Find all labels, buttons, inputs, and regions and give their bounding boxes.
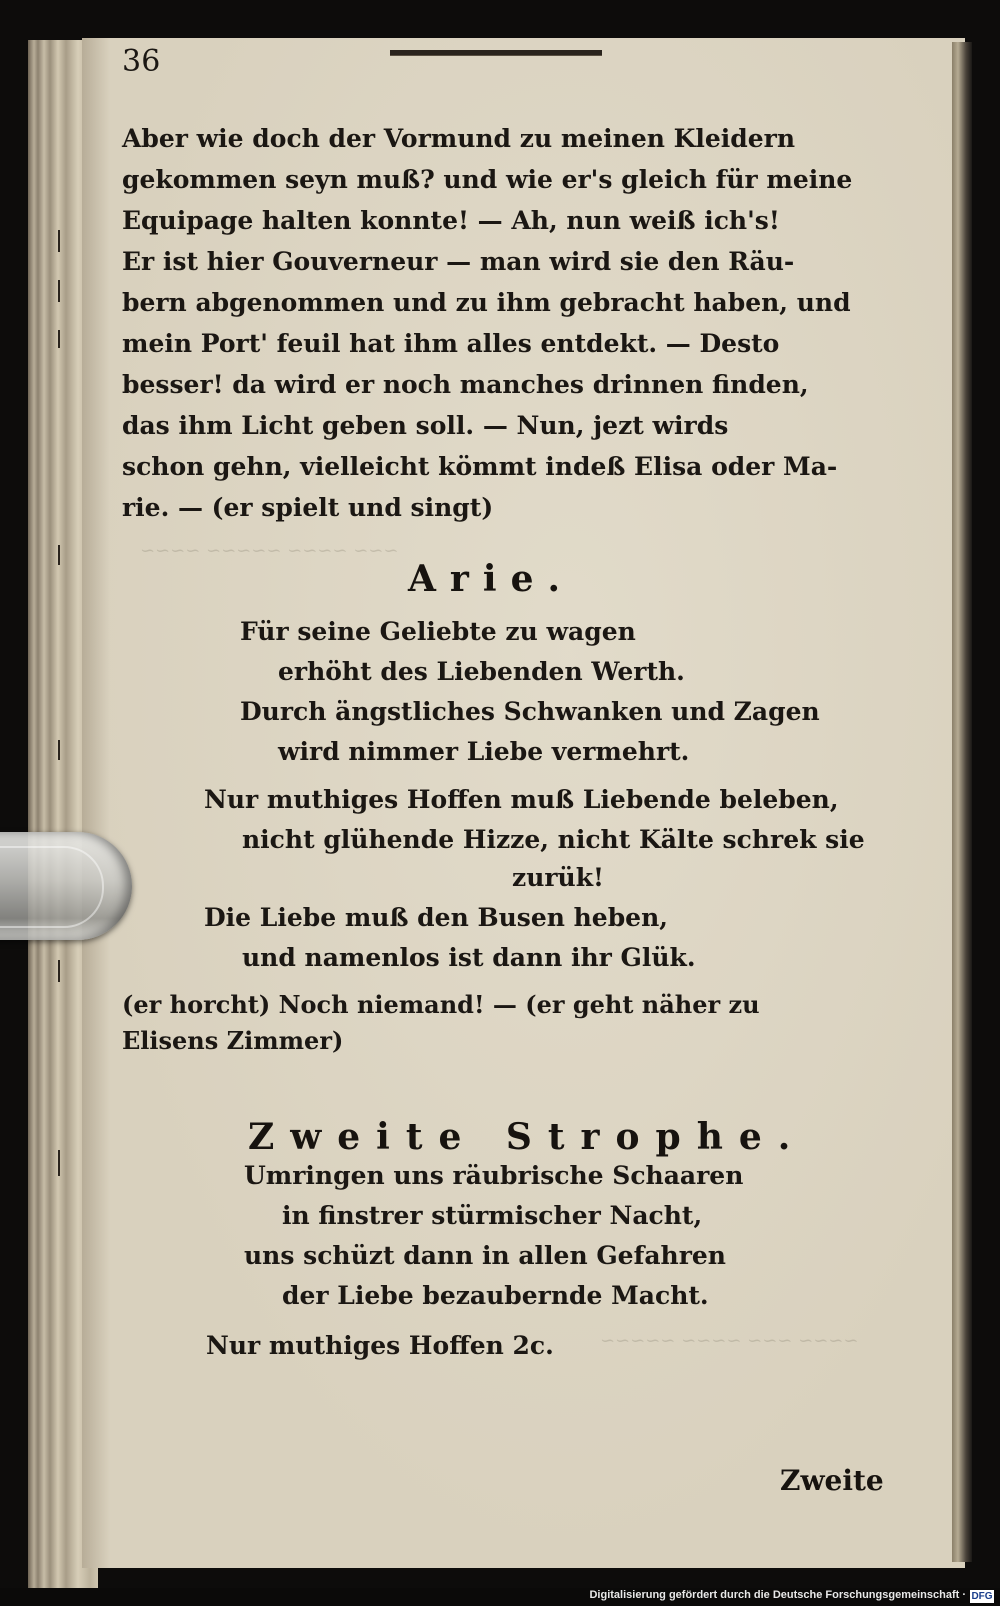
prose-line: Aber wie doch der Vormund zu meinen Kleidern [122, 124, 795, 153]
verse-line: in finstrer stürmischer Nacht, [282, 1201, 703, 1230]
verse-line: erhöht des Liebenden Werth. [278, 657, 685, 686]
verse-line: Die Liebe muß den Busen heben, [204, 903, 668, 932]
stage-direction-line: Elisens Zimmer) [122, 1026, 344, 1055]
prose-line: mein Port' feuil hat ihm alles entdekt. — Desto [122, 329, 780, 358]
show-through-text: ~~~~ ~~~ ~~~~ ~~~~~ [600, 1330, 859, 1351]
prose-line: rie. — (er spielt und singt) [122, 493, 494, 522]
margin-mark [58, 740, 60, 760]
show-through-text: ~~~ ~~~~ ~~~~~ ~~~~ [140, 540, 399, 561]
margin-mark [58, 1150, 60, 1176]
verse-line: uns schüzt dann in allen Gefahren [244, 1241, 726, 1270]
dfg-logo: DFG [971, 1591, 993, 1602]
page-gutter [952, 42, 972, 1562]
verse-line: Für seine Geliebte zu wagen [240, 617, 636, 646]
header-rule [390, 50, 602, 56]
margin-mark [58, 545, 60, 565]
refrain-cue: Nur muthiges Hoffen 2c. [206, 1331, 554, 1360]
aria-heading: Arie. [408, 558, 575, 600]
prose-line: gekommen seyn muß? und wie er's gleich für meine [122, 165, 853, 194]
prose-block [122, 118, 882, 528]
page-number: 36 [122, 44, 161, 79]
verse-line: nicht glühende Hizze, nicht Kälte schrek sie [242, 825, 865, 854]
verse-line: der Liebe bezaubernde Macht. [282, 1281, 709, 1310]
prose-line: besser! da wird er noch manches drinnen finden, [122, 370, 809, 399]
prose-line: Er ist hier Gouverneur — man wird sie den Räu- [122, 247, 795, 276]
catchword: Zweite [780, 1464, 884, 1497]
verse-line: Umringen uns räubrische Schaaren [244, 1161, 744, 1190]
verse-line: Nur muthiges Hoffen muß Liebende beleben, [204, 785, 839, 814]
verse-line: und namenlos ist dann ihr Glük. [242, 943, 696, 972]
strophe-heading: Zweite Strophe. [248, 1116, 807, 1158]
verse-line: Durch ängstliches Schwanken und Zagen [240, 697, 820, 726]
stage-direction-line: (er horcht) Noch niemand! — (er geht näher zu [122, 990, 760, 1019]
page-clip [0, 832, 132, 940]
margin-mark [58, 960, 60, 982]
verse-line: zurük! [512, 863, 605, 892]
prose-line: Equipage halten konnte! — Ah, nun weiß ich's! [122, 206, 780, 235]
prose-line: bern abgenommen und zu ihm gebracht haben, und [122, 288, 851, 317]
prose-line: das ihm Licht geben soll. — Nun, jezt wirds [122, 411, 729, 440]
clip-highlight [0, 846, 104, 928]
margin-mark [58, 230, 60, 252]
margin-mark [58, 330, 60, 348]
verse-line: wird nimmer Liebe vermehrt. [278, 737, 690, 766]
funding-credit: Digitalisierung gefördert durch die Deutsche Forschungsgemeinschaft · [589, 1589, 966, 1601]
prose-line: schon gehn, vielleicht kömmt indeß Elisa oder Ma- [122, 452, 838, 481]
margin-mark [58, 280, 60, 302]
